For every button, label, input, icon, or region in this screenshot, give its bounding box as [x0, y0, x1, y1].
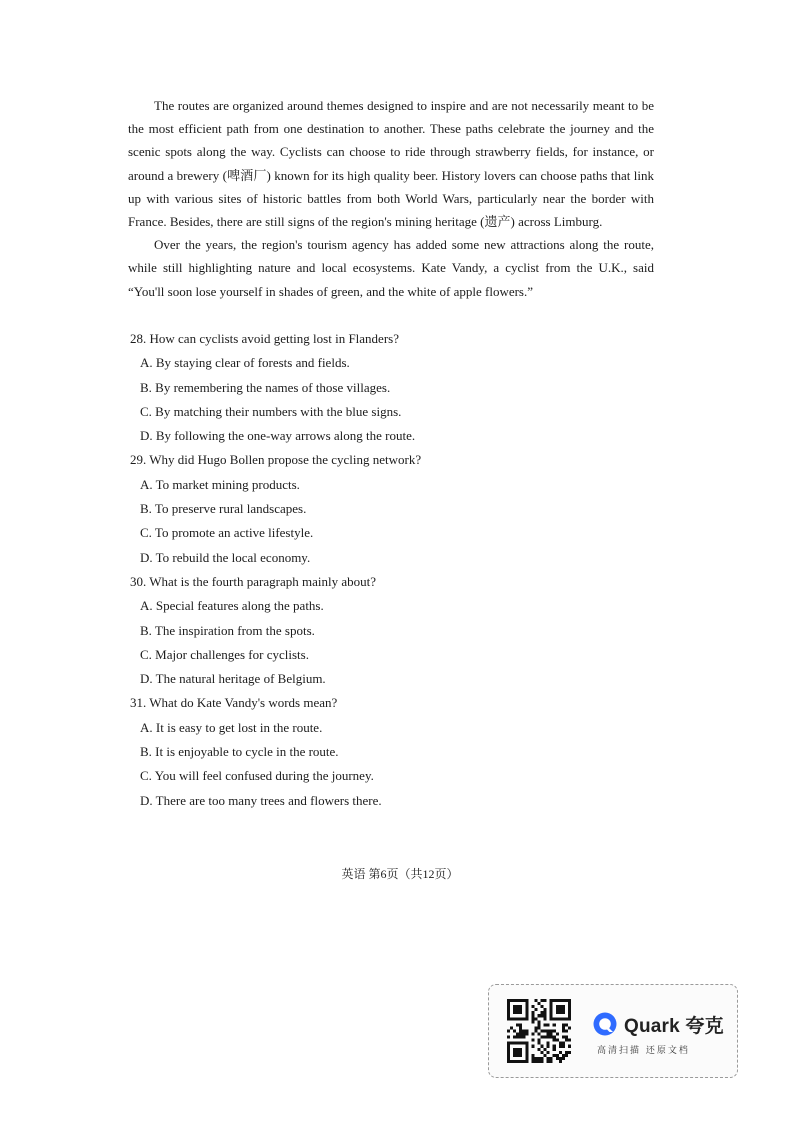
option-d: D. The natural heritage of Belgium. [140, 671, 326, 687]
question-31 [130, 691, 650, 812]
option-c: C. Major challenges for cyclists. [140, 646, 309, 662]
option-b: B. It is enjoyable to cycle in the route. [140, 744, 339, 760]
option-d: D. To rebuild the local economy. [140, 549, 311, 565]
quark-scan-badge[interactable] [488, 984, 738, 1078]
passage-paragraph: The routes are organized around themes designed to inspire and are not necessarily meant to be the most efficient path from one destination to another. These paths celebrate the journey and the scenic spots along the way. Cyclists can choose to ride through strawberry fields, for instance, or around a brewery (啤酒厂) known for its high quality beer. History lovers can choose paths that link up with various sites of historic battles from both World Wars, particularly near the border with France. Besides, there are still signs of the region's mining heritage (遗产) across Limburg. [128, 98, 654, 230]
option-a: A. Special features along the paths. [140, 598, 324, 614]
question-29 [130, 448, 650, 569]
reading-passage [128, 94, 654, 303]
question-stem: 30. What is the fourth paragraph mainly about? [130, 573, 376, 589]
brand-tagline: 高清扫描 还原文档 [597, 1046, 690, 1056]
passage-paragraph: Over the years, the region's tourism agency has added some new attractions along the route, while still highlighting nature and local ecosystems. Kate Vandy, a cyclist from the U.K., said “You'll soon lose yourself in shades of green, and the white of apple flowers.” [128, 237, 654, 299]
option-b: B. The inspiration from the spots. [140, 622, 315, 638]
brand-name: Quark 夸克 [624, 1015, 724, 1037]
quark-brand [592, 1009, 724, 1039]
option-a: A. To market mining products. [140, 476, 300, 492]
quark-logo-icon [592, 1011, 618, 1037]
option-a: A. By staying clear of forests and fields. [140, 355, 350, 371]
option-d: D. By following the one-way arrows along the route. [140, 428, 416, 444]
question-stem: 28. How can cyclists avoid getting lost in Flanders? [130, 331, 399, 346]
qr-code-icon[interactable] [507, 999, 571, 1063]
option-c: C. You will feel confused during the journey. [140, 768, 374, 784]
option-c: C. To promote an active lifestyle. [140, 525, 314, 541]
option-a: A. It is easy to get lost in the route. [140, 719, 323, 735]
option-b: B. To preserve rural landscapes. [140, 501, 307, 517]
question-stem: 29. Why did Hugo Bollen propose the cycling network? [130, 452, 422, 468]
option-b: B. By remembering the names of those villages. [140, 379, 391, 395]
question-list [130, 327, 650, 813]
option-c: C. By matching their numbers with the blue signs. [140, 403, 402, 419]
page-footer: 英语 第6页（共12页） [341, 867, 459, 881]
question-30 [130, 570, 650, 691]
question-stem: 31. What do Kate Vandy's words mean? [130, 695, 338, 711]
option-d: D. There are too many trees and flowers there. [140, 792, 382, 808]
question-28 [130, 327, 650, 448]
